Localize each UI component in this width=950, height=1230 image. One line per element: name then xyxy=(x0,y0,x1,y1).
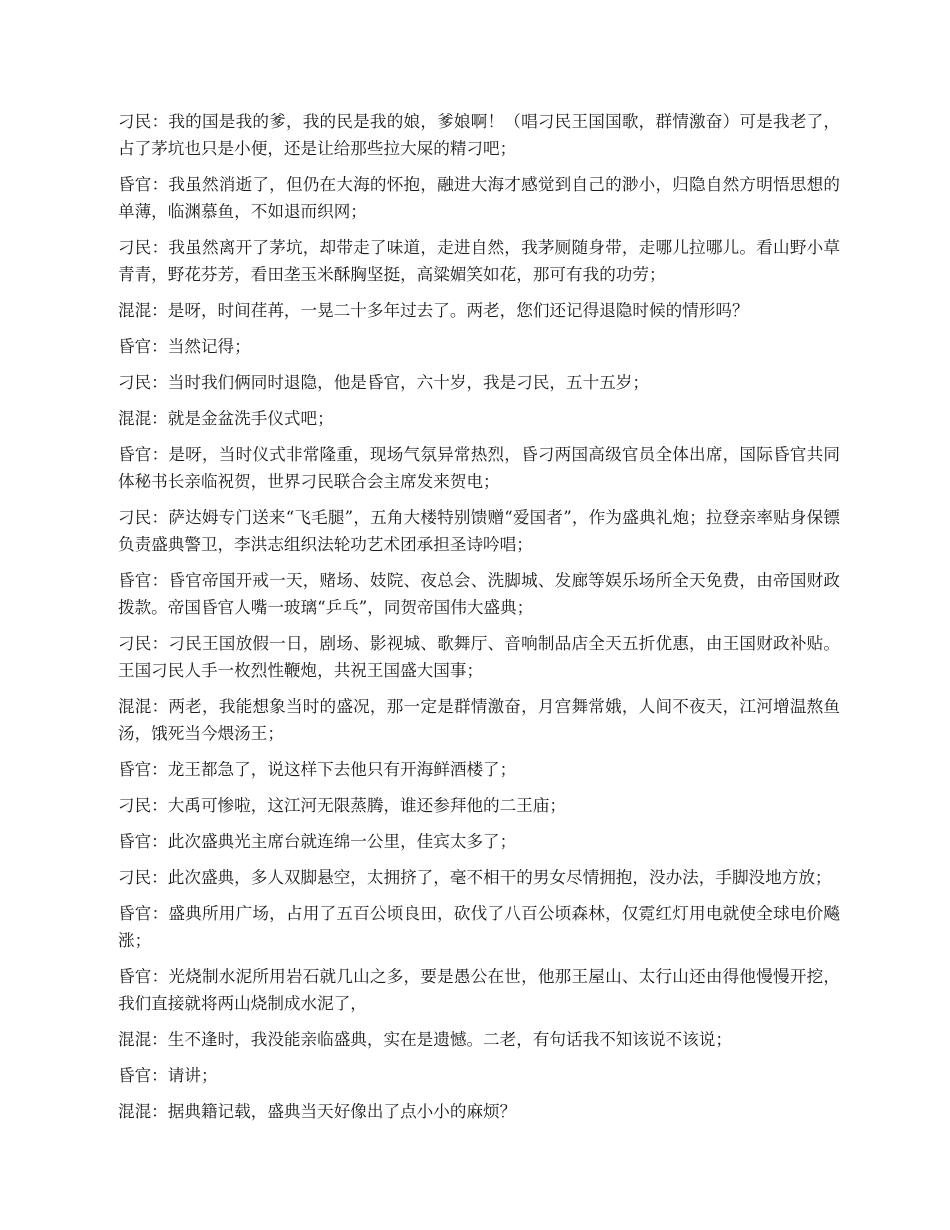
dialogue-paragraph: 混混：生不逢时，我没能亲临盛典，实在是遗憾。二老，有句话我不知该说不该说； xyxy=(118,1030,732,1049)
dialogue-paragraph: 昏官：我虽然消逝了，但仍在大海的怀抱，融进大海才感觉到自己的渺小，归隐自然方明悟思想的单薄，临渊慕鱼，不如退而织网； xyxy=(118,175,840,221)
dialogue-paragraph: 刁民：萨达姆专门送来“飞毛腿”，五角大楼特别馈赠“爱国者”，作为盛典礼炮；拉登亲率贴身保镖负责盛典警卫，李洪志组织法轮功艺术团承担圣诗吟唱； xyxy=(118,508,840,554)
dialogue-paragraph: 昏官：请讲； xyxy=(118,1066,218,1085)
dialogue-paragraph: 刁民：刁民王国放假一日，剧场、影视城、歌舞厅、音响制品店全天五折优惠，由王国财政补贴。王国刁民人手一枚烈性鞭炮，共祝王国盛大国事； xyxy=(118,634,840,680)
dialogue-paragraph: 刁民：我的国是我的爹，我的民是我的娘，爹娘啊！（唱刁民王国国歌，群情激奋）可是我老了，占了茅坑也只是小便，还是让给那些拉大屎的精刁吧； xyxy=(118,112,840,158)
dialogue-paragraph: 昏官：是呀，当时仪式非常隆重，现场气氛异常热烈，昏刁两国高级官员全体出席，国际昏官共同体秘书长亲临祝贺，世界刁民联合会主席发来贺电； xyxy=(118,445,840,491)
dialogue-paragraph: 刁民：此次盛典，多人双脚悬空，太拥挤了，毫不相干的男女尽情拥抱，没办法，手脚没地方放； xyxy=(118,868,832,887)
dialogue-paragraph: 昏官：盛典所用广场，占用了五百公顷良田，砍伐了八百公顷森林，仅霓红灯用电就使全球电价飚涨； xyxy=(118,904,840,950)
dialogue-paragraph: 刁民：我虽然离开了茅坑，却带走了味道，走进自然，我茅厕随身带，走哪儿拉哪儿。看山野小草青青，野花芬芳，看田垄玉米酥胸坚挺，高粱媚笑如花，那可有我的功劳； xyxy=(118,238,840,284)
dialogue-paragraph: 混混：两老，我能想象当时的盛况，那一定是群情激奋，月宫舞常娥，人间不夜天，江河增温熬鱼汤，饿死当今煨汤王； xyxy=(118,697,840,743)
dialogue-paragraph: 昏官：昏官帝国开戒一天，赌场、妓院、夜总会、洗脚城、发廊等娱乐场所全天免费，由帝国财政拨款。帝国昏官人嘴一玻璃“乒乓”，同贺帝国伟大盛典； xyxy=(118,571,840,617)
dialogue-paragraph: 混混：是呀，时间荏苒，一晃二十多年过去了。两老，您们还记得退隐时候的情形吗？ xyxy=(118,301,749,320)
dialogue-paragraph: 昏官：当然记得； xyxy=(118,337,251,356)
dialogue-paragraph: 混混：据典籍记载，盛典当天好像出了点小小的麻烦？ xyxy=(118,1102,517,1121)
document-body xyxy=(118,108,840,1134)
dialogue-paragraph: 昏官：龙王都急了，说这样下去他只有开海鲜酒楼了； xyxy=(118,760,517,779)
dialogue-paragraph: 混混：就是金盆洗手仪式吧； xyxy=(118,409,334,428)
dialogue-paragraph: 刁民：当时我们俩同时退隐，他是昏官，六十岁，我是刁民，五十五岁； xyxy=(118,373,649,392)
dialogue-paragraph: 昏官：光烧制水泥所用岩石就几山之多，要是愚公在世，他那王屋山、太行山还由得他慢慢开挖，我们直接就将两山烧制成水泥了， xyxy=(118,967,840,1013)
dialogue-paragraph: 昏官：此次盛典光主席台就连绵一公里，佳宾太多了； xyxy=(118,832,517,851)
dialogue-paragraph: 刁民：大禹可惨啦，这江河无限蒸腾，谁还参拜他的二王庙； xyxy=(118,796,567,815)
